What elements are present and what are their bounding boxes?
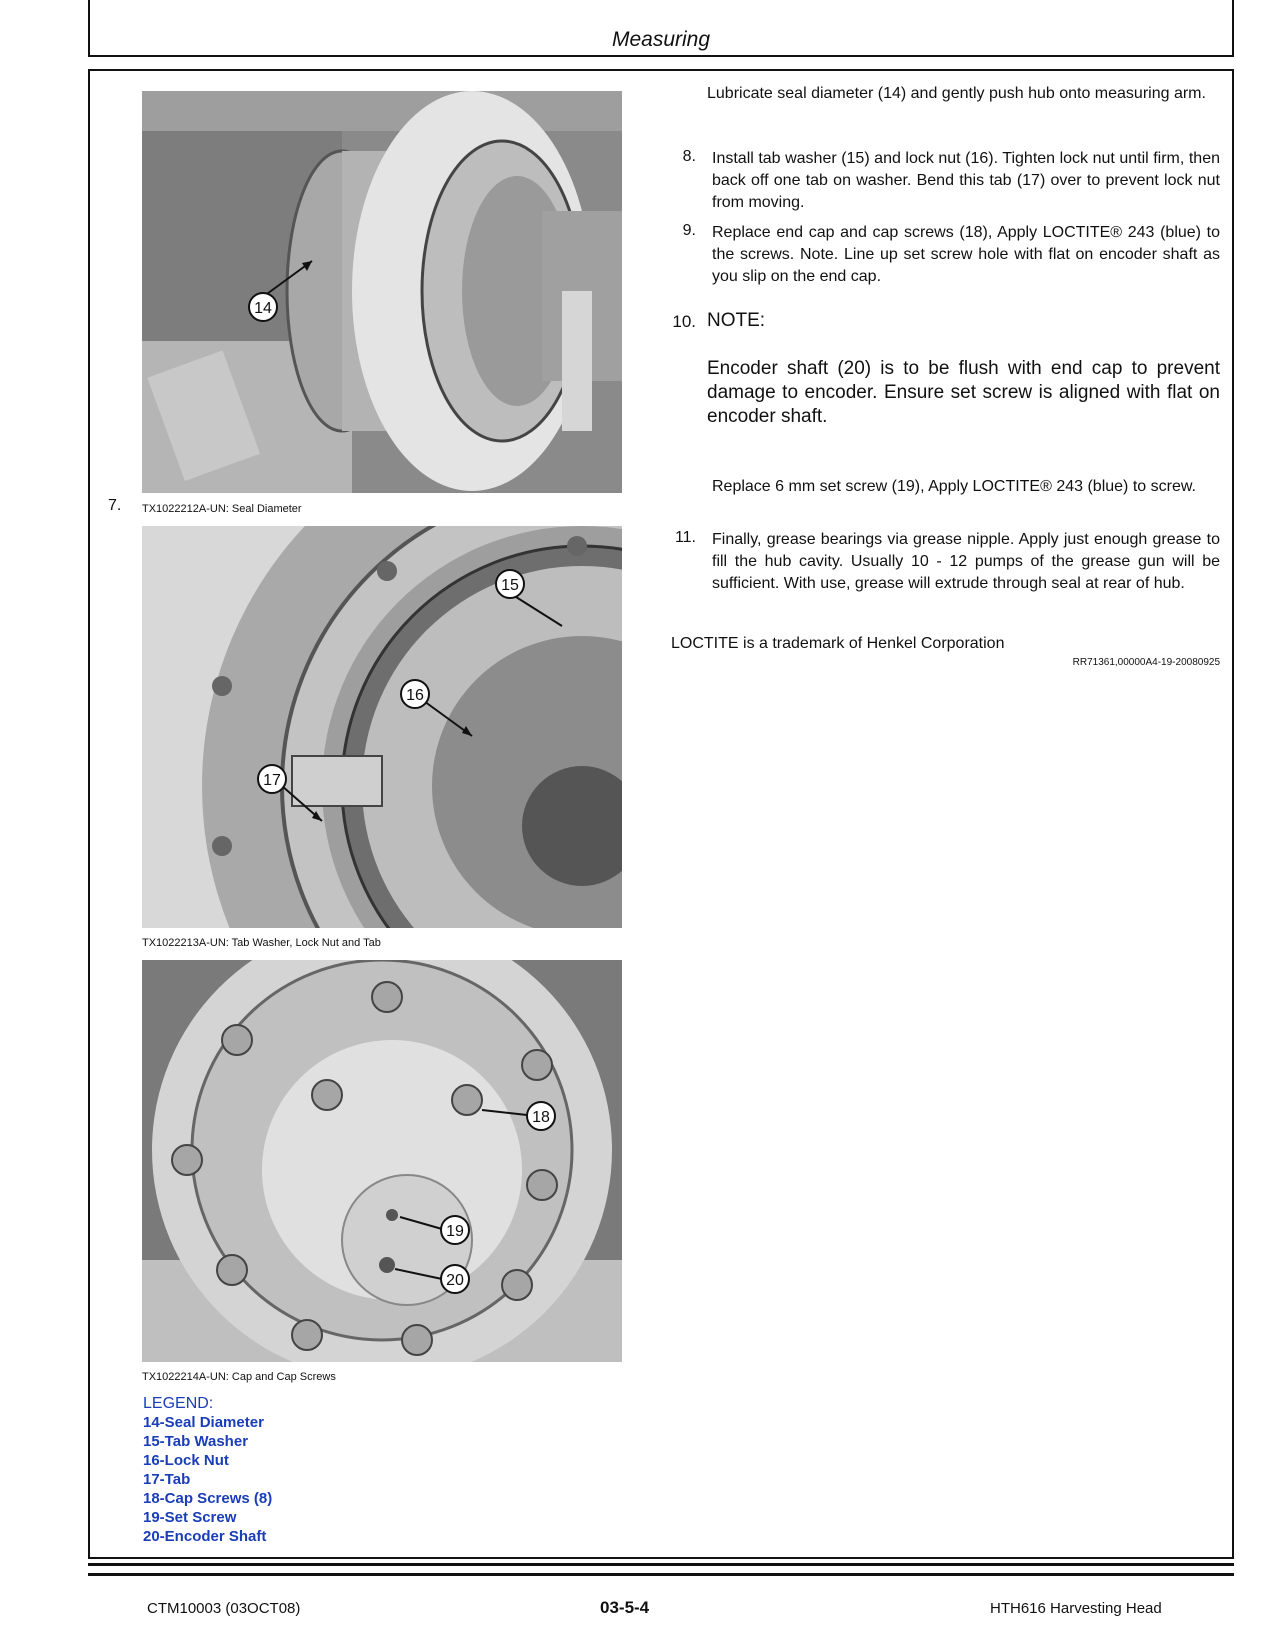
legend-item: 15-Tab Washer (143, 1433, 249, 1450)
step-8-text: Install tab washer (15) and lock nut (16). Tighten lock nut until firm, then back off one tab on washer. Bend this tab (17) over to prevent lock nut from moving. (712, 150, 1220, 211)
photo-cap-and-cap-screws (142, 960, 622, 1362)
step-7-text: Lubricate seal diameter (14) and gently push hub onto measuring arm. (707, 85, 1206, 102)
callout-15: 15 (501, 577, 519, 594)
legend (143, 1394, 272, 1546)
legend-item: 14-Seal Diameter (143, 1414, 264, 1431)
callout-17: 17 (263, 772, 281, 789)
callout-14: 14 (254, 300, 272, 317)
footer-manual-id: CTM10003 (03OCT08) (147, 1600, 301, 1617)
legend-item: 20-Encoder Shaft (143, 1528, 267, 1545)
callout-18: 18 (532, 1109, 550, 1126)
step-10-number: 10. (672, 312, 696, 331)
step-7-number: 7. (108, 497, 122, 514)
document-reference: RR71361,00000A4-19-20080925 (1072, 657, 1220, 668)
step-11-number: 11. (674, 529, 696, 546)
footer-rule (88, 1563, 1234, 1566)
footer-page-number: 03-5-4 (600, 1598, 650, 1617)
figure-caption: TX1022214A-UN: Cap and Cap Screws (142, 1371, 336, 1383)
step-9-text: Replace end cap and cap screws (18), Apply LOCTITE® 243 (blue) to the screws. Note. Line up set screw hole with flat on encoder shaft as you slip on the end cap. (712, 224, 1220, 285)
note-text: Encoder shaft (20) is to be flush with end cap to prevent damage to encoder. Ensure set screw is aligned with flat on encoder shaft. (707, 358, 1220, 427)
footer-rule (88, 1573, 1234, 1576)
trademark-note: LOCTITE is a trademark of Henkel Corporation (671, 635, 1005, 652)
figure-caption: TX1022213A-UN: Tab Washer, Lock Nut and Tab (142, 937, 381, 949)
legend-item: 18-Cap Screws (8) (143, 1490, 273, 1507)
legend-item: 17-Tab (143, 1471, 191, 1488)
step-9-number: 9. (682, 222, 696, 239)
note-label: NOTE: (707, 310, 766, 331)
step-11-text: Finally, grease bearings via grease nipple. Apply just enough grease to fill the hub cavity. Usually 10 - 12 pumps of the grease gun will be sufficient. With use, grease will extrude through seal at rear of hub. (712, 531, 1220, 592)
callout-19: 19 (446, 1223, 464, 1240)
callout-16: 16 (406, 687, 424, 704)
page-title: Measuring (611, 28, 711, 51)
legend-item: 16-Lock Nut (143, 1452, 229, 1469)
step-10-text: Replace 6 mm set screw (19), Apply LOCTITE® 243 (blue) to screw. (712, 478, 1196, 495)
figure-caption: TX1022212A-UN: Seal Diameter (142, 503, 302, 515)
legend-title: LEGEND: (143, 1395, 214, 1412)
photo-tab-washer-lock-nut (142, 526, 622, 928)
footer-product-name: HTH616 Harvesting Head (990, 1600, 1162, 1617)
step-8-number: 8. (682, 148, 696, 165)
legend-item: 19-Set Screw (143, 1509, 237, 1526)
callout-20: 20 (446, 1272, 464, 1289)
photo-seal-diameter (142, 91, 622, 493)
